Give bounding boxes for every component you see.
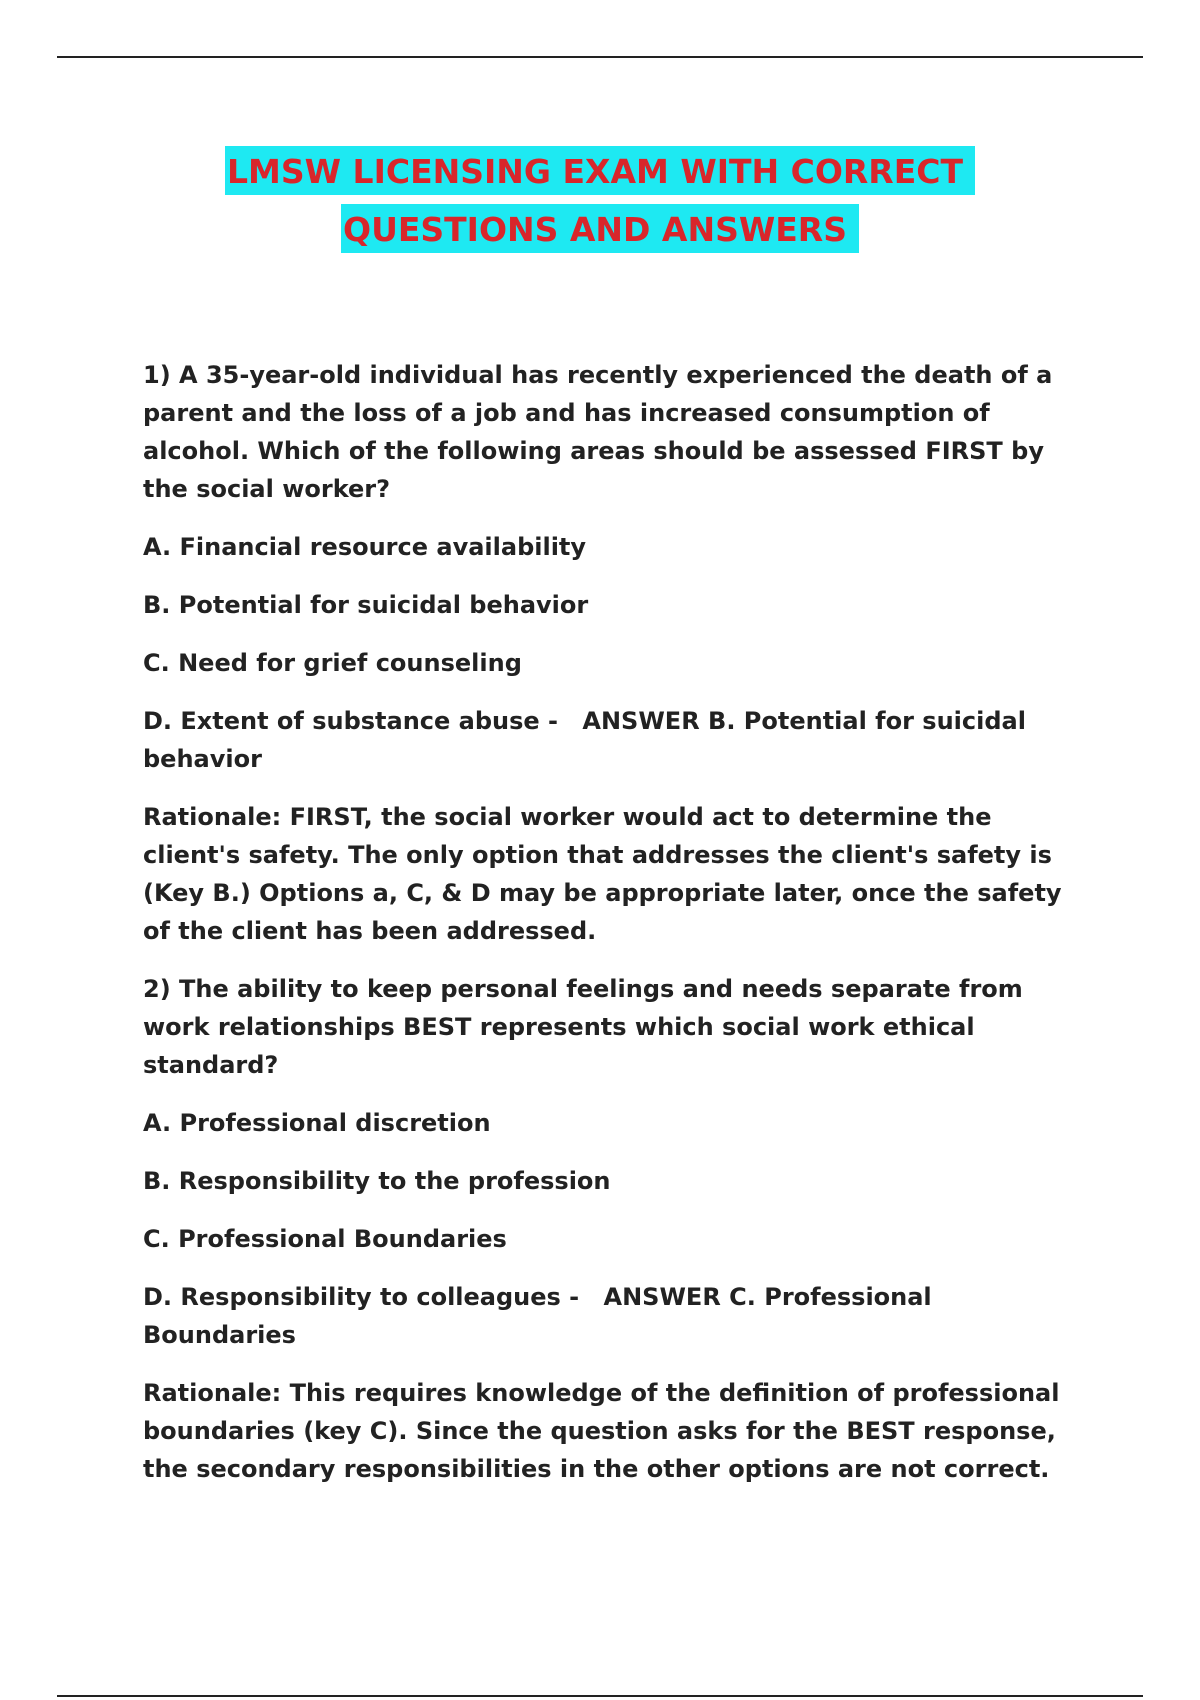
question-1-stem: 1) A 35-year-old individual has recently experienced the death of a parent and the loss of a job and has increased consumption of alcohol. Which of the following areas should be assessed FIRST by the social worker?: [143, 361, 1053, 503]
top-divider: [57, 56, 1143, 58]
question-2-stem: 2) The ability to keep personal feelings and needs separate from work relationships BEST represents which social work ethical standard?: [143, 975, 1023, 1079]
page-title: [0, 143, 1200, 259]
question-1-answer: ANSWER B. Potential for suicidal behavior: [143, 707, 1026, 773]
question-1-option-a: A. Financial resource availability: [143, 533, 587, 561]
title-line-2: QUESTIONS AND ANSWERS: [341, 204, 859, 253]
question-2-option-d-with-answer: [143, 1278, 1078, 1354]
question-1-option-b: B. Potential for suicidal behavior: [143, 591, 589, 619]
bottom-divider: [57, 1695, 1143, 1697]
question-1-option-d-with-answer: [143, 702, 1078, 778]
document-body: [143, 356, 1078, 1508]
question-2-option-c: C. Professional Boundaries: [143, 1225, 507, 1253]
question-2-answer: ANSWER C. Professional Boundaries: [143, 1283, 932, 1349]
question-1-rationale: Rationale: FIRST, the social worker would act to determine the client's safety. The only option that addresses the client's safety is (Key B.) Options a, C, & D may be appropriate later, once the safety of the client has been addressed.: [143, 803, 1062, 945]
question-1-option-d: D. Extent of substance abuse -: [143, 707, 559, 735]
question-1-option-c: C. Need for grief counseling: [143, 649, 522, 677]
question-2-rationale: Rationale: This requires knowledge of the definition of professional boundaries (key C). Since the question asks for the BEST response, the secondary responsibilities in the other options are not correct.: [143, 1379, 1060, 1483]
question-2-option-d: D. Responsibility to colleagues -: [143, 1283, 580, 1311]
question-2-option-b: B. Responsibility to the profession: [143, 1167, 611, 1195]
title-line-1: LMSW LICENSING EXAM WITH CORRECT: [225, 146, 975, 195]
question-2-option-a: A. Professional discretion: [143, 1109, 491, 1137]
